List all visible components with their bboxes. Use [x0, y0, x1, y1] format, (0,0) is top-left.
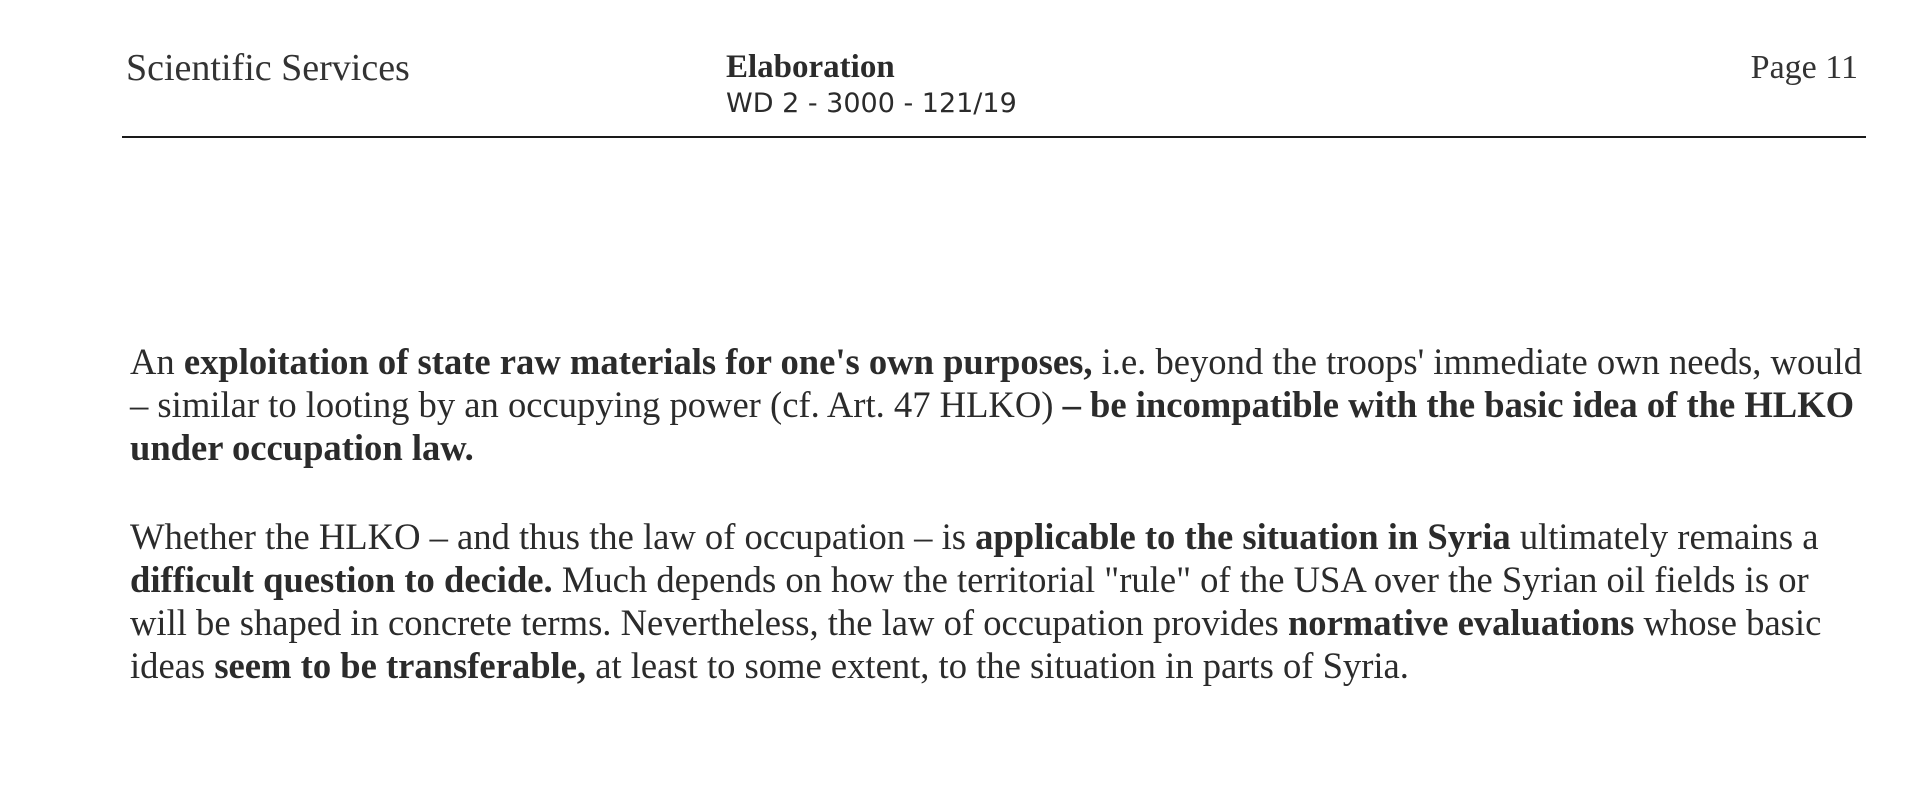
bold-text-segment: exploitation of state raw materials for one's own purposes, — [183, 341, 1093, 382]
text-segment: Whether the HLKO – and thus the law of occupation – is — [130, 516, 976, 557]
page-header — [122, 46, 1866, 138]
document-type-title: Elaboration — [726, 49, 895, 85]
paragraph — [130, 515, 1870, 687]
page-number: Page 11 — [1750, 49, 1858, 86]
document-reference-number: WD 2 - 3000 - 121/19 — [726, 88, 1017, 119]
text-segment: whose basic ideas — [130, 602, 1822, 686]
paragraph — [130, 340, 1870, 469]
header-organization: Scientific Services — [126, 47, 410, 89]
bold-text-segment: normative evaluations — [1287, 602, 1635, 643]
header-center-block — [726, 48, 1017, 122]
bold-text-segment: difficult question to decide. — [130, 559, 553, 600]
text-segment: i.e. beyond the troops' immediate own needs, would – similar to looting by an occupying power (cf. Art. 47 HLKO) — [130, 341, 1862, 425]
text-segment: at least to some extent, to the situation in parts of Syria. — [586, 645, 1409, 686]
text-segment: Much depends on how the territorial "rule" of the USA over the Syrian oil fields is or will be shaped in concrete terms. Nevertheless, the law of occupation provides — [130, 559, 1809, 643]
bold-text-segment: applicable to the situation in Syria — [975, 516, 1511, 557]
bold-text-segment: seem to be transferable, — [214, 645, 587, 686]
text-segment: ultimately remains a — [1510, 516, 1819, 557]
document-body — [130, 340, 1870, 733]
bold-text-segment: – be incompatible with the basic idea of the HLKO under occupation law. — [130, 384, 1855, 468]
text-segment: An — [130, 341, 184, 382]
